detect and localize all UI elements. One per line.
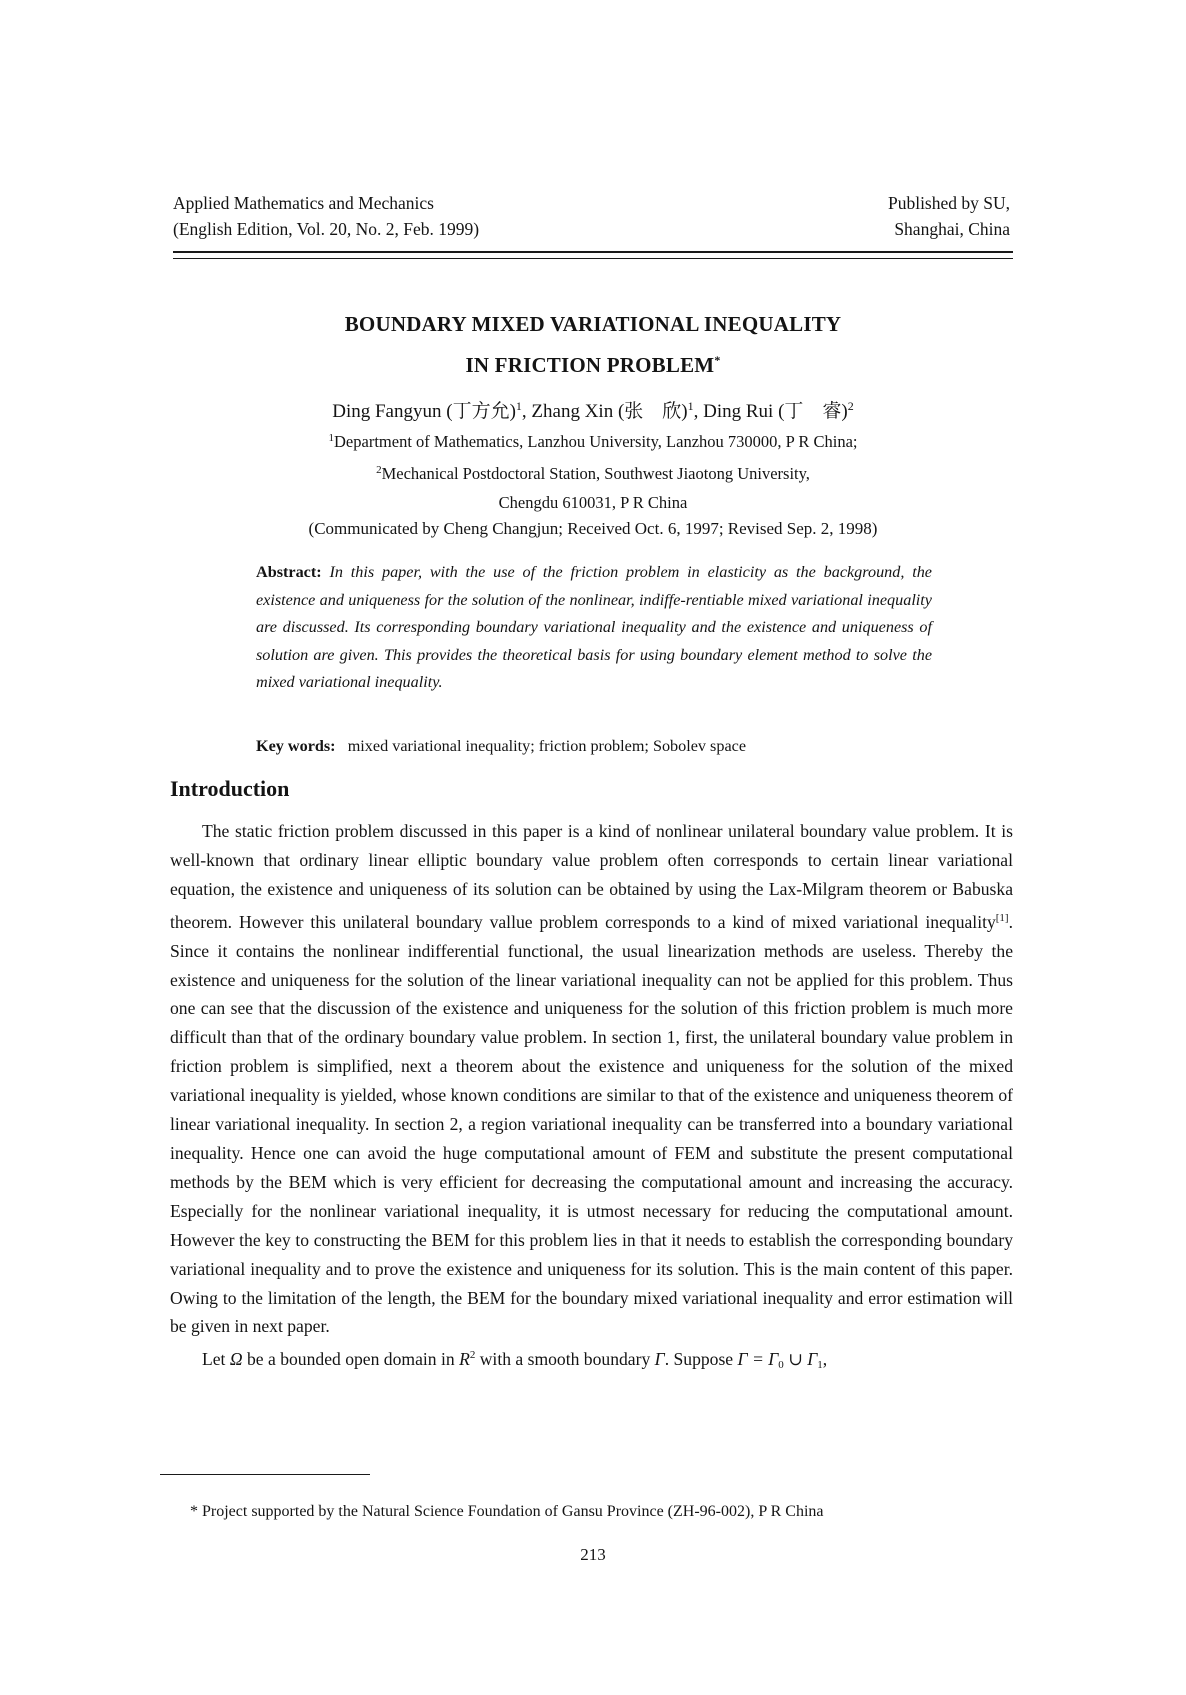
math-symbol: Γ (654, 1349, 665, 1370)
communicated-line: (Communicated by Cheng Changjun; Received Oct. 6, 1997; Revised Sep. 2, 1998) (308, 519, 878, 538)
author-affil-marker: 1 (515, 399, 522, 413)
affil-text: Department of Mathematics, Lanzhou University, Lanzhou 730000, P R China; (334, 432, 858, 451)
author-list: Ding Fangyun (丁方允)$^1$, Zhang Xin (张 欣)$^1$, Ding Rui (丁 睿)$^2$ (332, 399, 854, 422)
journal-name: Applied Mathematics and Mechanics (173, 193, 434, 213)
title-footnote-marker: * (714, 353, 721, 367)
page-number: 213 (580, 1545, 606, 1564)
footnote: * Project supported by the Natural Science Foundation of Gansu Province (ZH-96-002), P R China (190, 1503, 824, 1520)
paragraph-text: . Since it contains the nonlinear indifferential functional, the usual linearization methods are useless. Thereby the existence and uniqueness for the solution of the linear variational inequality can not be applied for this problem. Thus one can see that the discussion of the existence and uniqueness for the solution of this friction problem is much more difficult than that of the ordinary boundary value problem. In section 1, first, the unilateral boundary value problem in friction problem is simplified, next a theorem about the existence and uniqueness for the solution of the mixed variational inequality is yielded, whose known conditions are similar to that of the existence and uniqueness theorem of linear variational inequality. In section 2, a region variational inequality can be transferred into a boundary variational inequality. Hence one can avoid the huge computational amount of FEM and substitute the present computational methods by the BEM which is very efficient for decreasing the computational amount and increasing the accuracy. Especially for the nonlinear variational inequality, it is utmost necessary for reducing the computational amount. However the key to constructing the BEM for this problem lies in that it needs to establish the corresponding boundary variational inequality and to prove the existence and uniqueness for its solution. This is the main content of this paper. Owing to the limitation of the length, the BEM for the boundary mixed variational inequality and error estimation will be given in next paper. (170, 911, 1013, 1337)
footnote-rule (160, 1474, 370, 1475)
affiliation-2-line-2: Chengdu 610031, P R China (498, 493, 688, 512)
author-name: Ding Fangyun (332, 401, 442, 422)
paragraph-text: with a smooth boundary (479, 1349, 651, 1370)
math-expression: Γ = Γ (737, 1349, 779, 1370)
body-text (170, 817, 1013, 1380)
math-subscript: 1 (817, 1359, 823, 1372)
paragraph-text: The static friction problem discussed in this paper is a kind of nonlinear unilateral boundary value problem. It is well-known that ordinary linear elliptic boundary value problem often corresponds to certain linear variational equation, the existence and uniqueness of its solution can be obtained by using the Lax-Milgram theorem or Babuska theorem. However this unilateral boundary vallue problem corresponds to a kind of mixed variational inequality (170, 821, 1013, 932)
math-exponent: 2 (469, 1349, 476, 1362)
keywords-text: mixed variational inequality; friction problem; Sobolev space (347, 737, 747, 755)
publisher-location: Shanghai, China (894, 219, 1010, 239)
paragraph-text: be a bounded open domain in (247, 1349, 455, 1370)
abstract (256, 559, 932, 697)
author-chinese-name: 丁 睿 (784, 401, 842, 422)
section-heading: Introduction (170, 776, 290, 801)
author-name: Zhang Xin (531, 401, 614, 422)
paragraph-text: . Suppose (664, 1349, 734, 1370)
paragraph-text: Let (202, 1349, 226, 1370)
author-affil-marker: 1 (687, 399, 694, 413)
author-name: Ding Rui (703, 401, 774, 422)
header-rule (173, 251, 1013, 259)
abstract-label: Abstract: (256, 563, 322, 581)
math-subscript: 0 (778, 1359, 784, 1372)
affil-number: 2 (376, 464, 382, 476)
paragraph-text: , (822, 1349, 828, 1370)
publisher-info (888, 190, 1010, 242)
affiliation-1 (173, 424, 1013, 456)
journal-edition: (English Edition, Vol. 20, No. 2, Feb. 1999) (173, 219, 480, 239)
affil-number: 1 (328, 432, 335, 444)
abstract-text: In this paper, with the use of the friction problem in elasticity as the background, the existence and uniqueness for the solution of the nonlinear, indiffe-rentiable mixed variational inequality are discussed. Its corresponding boundary variational inequality and the existence and uniqueness of solution are given. This provides the theoretical basis for using boundary element method to solve the mixed variational inequality. (256, 563, 932, 692)
citation[interactable]: [1] (995, 911, 1009, 924)
paper-title (173, 306, 1013, 383)
affiliation-2 (173, 456, 1013, 488)
author-chinese-name: 丁方允 (452, 401, 510, 422)
math-symbol: R (459, 1349, 470, 1370)
author-affil-marker: 2 (847, 399, 854, 413)
math-symbol: Ω (229, 1349, 243, 1370)
affil-text: Mechanical Postdoctoral Station, Southwest Jiaotong University, (381, 464, 810, 483)
author-chinese-name: 张 欣 (624, 401, 682, 422)
affiliations (173, 424, 1013, 517)
math-expression: ∪ Γ (783, 1349, 818, 1370)
keywords (256, 733, 932, 759)
publisher-name: Published by SU, (887, 193, 1010, 213)
journal-info (173, 190, 479, 242)
title-line-1: BOUNDARY MIXED VARIATIONAL INEQUALITY (344, 312, 842, 336)
title-line-2-text: IN FRICTION PROBLEM (465, 353, 715, 377)
paragraph (170, 1341, 1013, 1380)
keywords-label: Key words: (256, 737, 336, 755)
title-line-2 (173, 342, 1013, 383)
paragraph (170, 817, 1013, 1341)
